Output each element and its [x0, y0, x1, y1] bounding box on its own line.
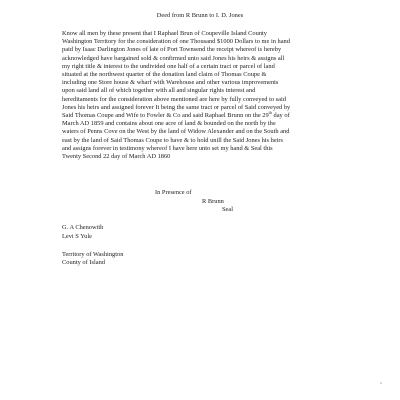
signer-name: R Brunn	[202, 198, 224, 205]
body-line: March AD 1859 and contains about one acre of land & bounded on the north by the	[62, 120, 276, 128]
body-line: Twenty Second 22 day of March AD 1860	[62, 153, 171, 161]
seal-label: Seal	[222, 206, 234, 213]
body-line: east by the land of Said Thomas Coupe to have & to hold unill the Said Jones his heirs	[62, 136, 284, 144]
page-corner-mark	[380, 382, 382, 384]
body-line: including one Store house & wharf with Warehouse and other various improvements	[62, 79, 279, 87]
territory-line: Territory of Washington	[62, 251, 124, 258]
deed-body	[62, 30, 384, 161]
document-title: Deed from R Brunn to I. D. Jones	[156, 12, 244, 19]
body-line: and assigns forever in testimony whereof I have here unto set my hand & Seal this	[62, 144, 273, 152]
body-line: acknowledged have bargained sold & confirmed unto said Jones his heirs & assigns all	[62, 54, 285, 62]
body-line: my right title & interest to the undivided one half of a certain tract or parcel of land	[62, 62, 275, 70]
body-line-tail: day of	[271, 112, 290, 120]
body-line: waters of Penns Cove on the West by the land of Widow Alexander and on the South and	[62, 128, 290, 136]
body-line: paid by Isaac Darlington Jones of late of Port Townsend the receipt whereof is hereby	[62, 46, 282, 54]
ordinal-suffix: th	[268, 109, 272, 115]
body-line-text: Said Thomas Coupe and Wife to Fowler & Co and said Raphael Brunn on the 29	[62, 112, 269, 120]
body-line-date	[62, 109, 384, 120]
body-line: Know all men by these present that I Raphael Brun of Coupeville Island County	[62, 30, 267, 37]
body-line: Jones his heirs and assigned forever It being the same tract or parcel of Said conveyed by	[62, 103, 291, 111]
body-line: Washington Territory for the consideration of one Thousand $1000 Dollars to me in hand	[62, 38, 290, 46]
presence-label: In Presence of	[155, 189, 192, 196]
county-line: County of Island	[62, 259, 105, 266]
witness-name: G. A Chenowith	[62, 224, 104, 231]
body-line: upon said land all of which together with all and singular rights interest and	[62, 87, 256, 95]
body-line: situated at the northwest quarter of the donation land claim of Thomas Coupe &	[62, 71, 267, 79]
body-line: hereditaments for the consideration above mentioned are here by fully conveyed to said	[62, 95, 286, 103]
witness-name: Levi S Yule	[62, 233, 92, 240]
